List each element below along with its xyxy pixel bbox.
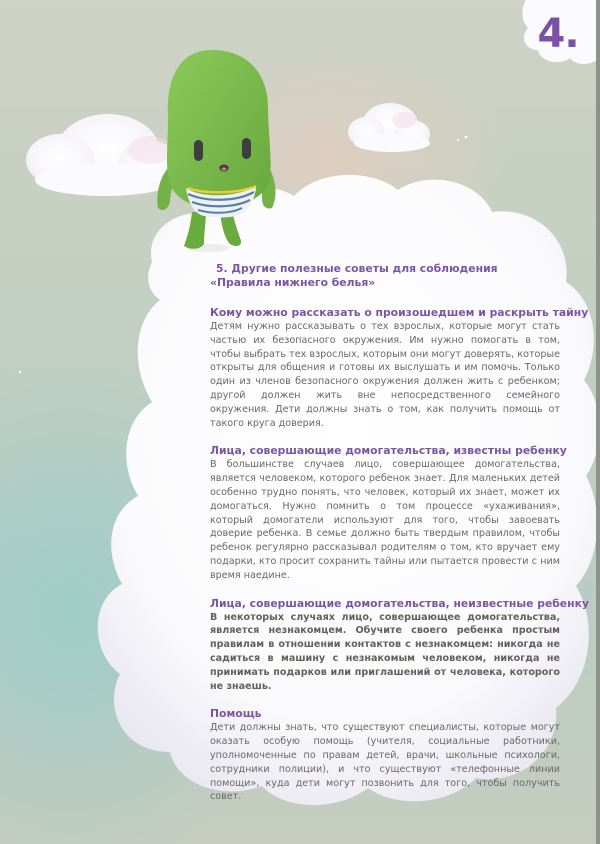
section-body: Дети должны знать, что существуют специалисты, которые могут оказать особую помощь (учителя, социальные работники, уполномоченные по правам детей, врачи, школьные психологи, сотрудники полиции), и что существуют «телефонные линии помощи», куда дети могут позвонить для того, чтобы получить совет. xyxy=(210,722,560,803)
section-heading: Лица, совершающие домогательства, известны ребенку xyxy=(210,444,567,458)
section-title-line-1: 5. Другие полезные советы для соблюдения xyxy=(216,262,498,275)
section-title xyxy=(210,262,560,290)
section-heading: Помощь xyxy=(210,707,262,721)
article-content xyxy=(210,262,589,818)
section-whom-to-tell xyxy=(210,306,589,430)
section-heading: Лица, совершающие домогательства, неизвестные ребенку xyxy=(210,596,589,610)
section-body: Детям нужно рассказывать о тех взрослых, которые могут стать частью их безопасного окружения. Им нужно помогать в том, чтобы выбрать тех взрослых, которым они могут доверять, которые открыты для общения и готовы их выслушать и им помочь. Только один из членов безопасного окружения должен жить с ребенком; другой должен жить вне непосредственного семейного окружения. Дети должны знать о том, как получить помощь от такого круга доверия. xyxy=(210,321,560,429)
cloud-left xyxy=(26,114,182,196)
section-help xyxy=(210,707,560,804)
cloud-right xyxy=(348,103,430,152)
page-number: 4. xyxy=(537,11,579,57)
section-body: В некоторых случаях лицо, совершающее домогательства, является незнакомцем. Обучите своего ребенка простым правилам в отношении контактов с незнакомцем: никогда не садиться в машину с незнакомым человеком, никогда не принимать подарков или приглашений от человека, которого не знаешь. xyxy=(210,611,560,692)
section-known-abusers xyxy=(210,444,567,582)
section-body: В большинстве случаев лицо, совершающее домогательства, является человеком, которого ребенок знает. Для маленьких детей особенно трудно понять, что человек, который их знает, может их домогаться. Нужно помнить о том процессе «ухаживания», который домогатели используют для того, чтобы завоевать доверие ребенка. В семье должно быть твердым правилом, чтобы ребенок регулярно рассказывал родителям о том, кто вручает ему подарки, кто просит сохранить тайны или пытается провести с ним время наедине. xyxy=(210,459,560,581)
section-heading: Кому можно рассказать о произошедшем и раскрыть тайну xyxy=(210,306,589,319)
section-title-line-2: «Правила нижнего белья» xyxy=(210,276,376,289)
section-unknown-abusers xyxy=(210,596,589,694)
